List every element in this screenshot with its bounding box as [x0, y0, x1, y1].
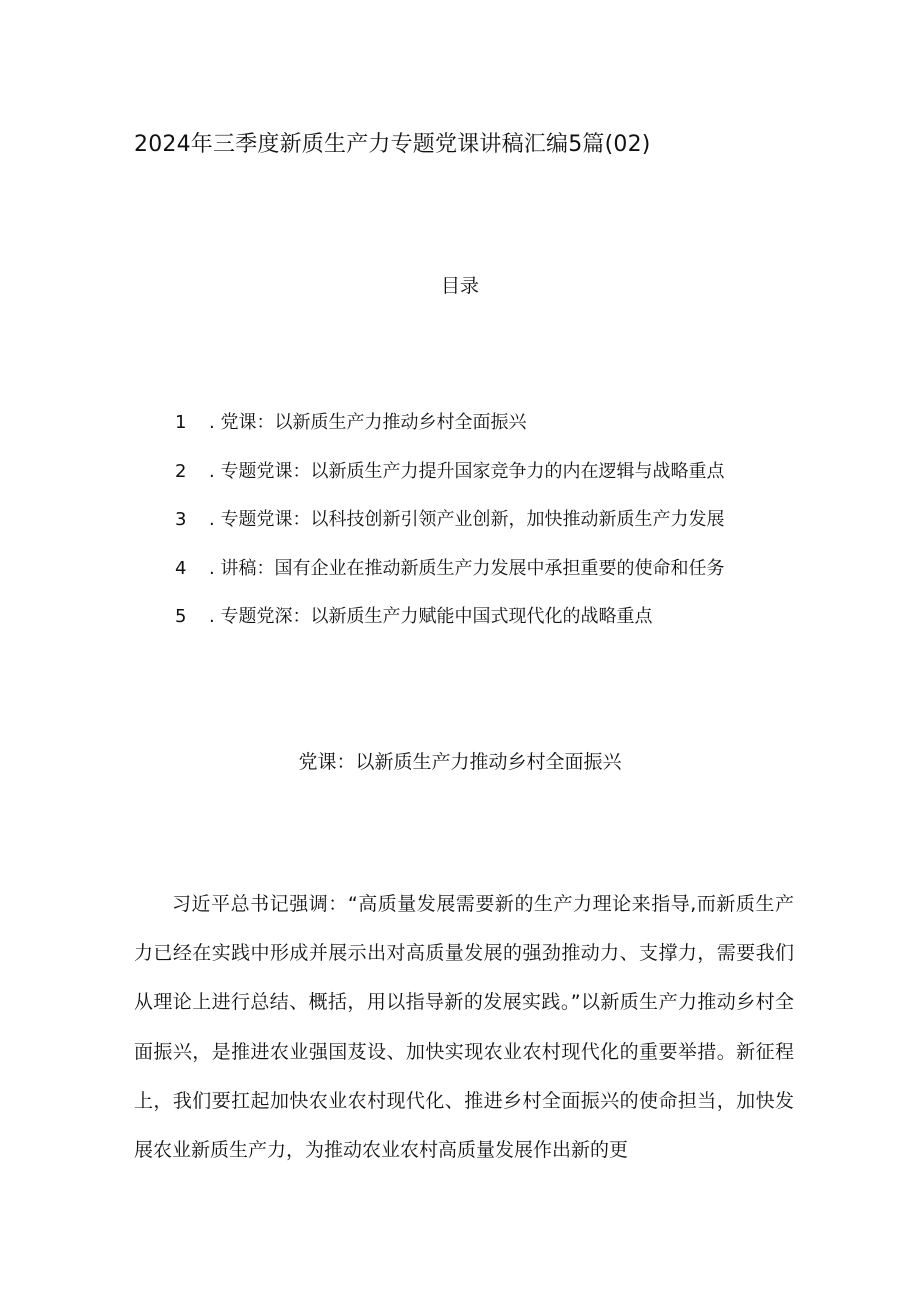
toc-item-number: 4	[175, 557, 187, 579]
toc-item-number: 5	[175, 606, 187, 627]
toc-item-text: . 专题党课：以科技创新引领产业创新，加快推动新质生产力发展	[209, 509, 725, 530]
body-paragraph: 习近平总书记强调：“高质量发展需要新的生产力理论来指导,而新质生产力已经在实践中形成并展示出对高质量发展的强劲推动力、支撑力，需要我们从理论上进行总结、概括，用以指导新的发展实践。”以新质生产力推动乡村全面振兴，是推进农业强国芨设、加快实现农业农村现代化的重要举措。新征程上，我们要扛起加快农业农村现代化、推进乡村全面振兴的使命担当，加快发展农业新质生产力，为推动农业农村高质量发展作出新的更	[134, 893, 794, 1162]
toc-item-text: . 讲稿：国有企业在推动新质生产力发展中承担重要的使命和任务	[209, 557, 725, 579]
toc-heading: 目录	[440, 275, 479, 297]
toc-item-text: . 党课：以新质生产力推动乡村全面振兴	[209, 412, 527, 433]
toc-item-number: 1	[175, 412, 187, 433]
toc-item[interactable]	[175, 459, 724, 508]
toc-item-text: . 专题党深：以新质生产力赋能中国式现代化的战略重点	[209, 606, 653, 627]
toc-item[interactable]	[175, 410, 724, 459]
toc-item[interactable]	[175, 507, 724, 556]
toc-item-number: 3	[175, 509, 187, 530]
toc-item[interactable]	[175, 604, 724, 653]
document-title: 2024年三季度新质生产力专题党课讲稿汇编5篇(02)	[134, 132, 651, 157]
toc-item[interactable]	[175, 556, 724, 605]
toc-item-number: 2	[175, 460, 187, 482]
section-title: 党课：以新质生产力推动乡村全面振兴	[298, 751, 622, 773]
table-of-contents	[175, 410, 724, 653]
toc-item-text: . 专题党课：以新质生产力提升国家竞争力的内在逻辑与战略重点	[209, 460, 725, 482]
